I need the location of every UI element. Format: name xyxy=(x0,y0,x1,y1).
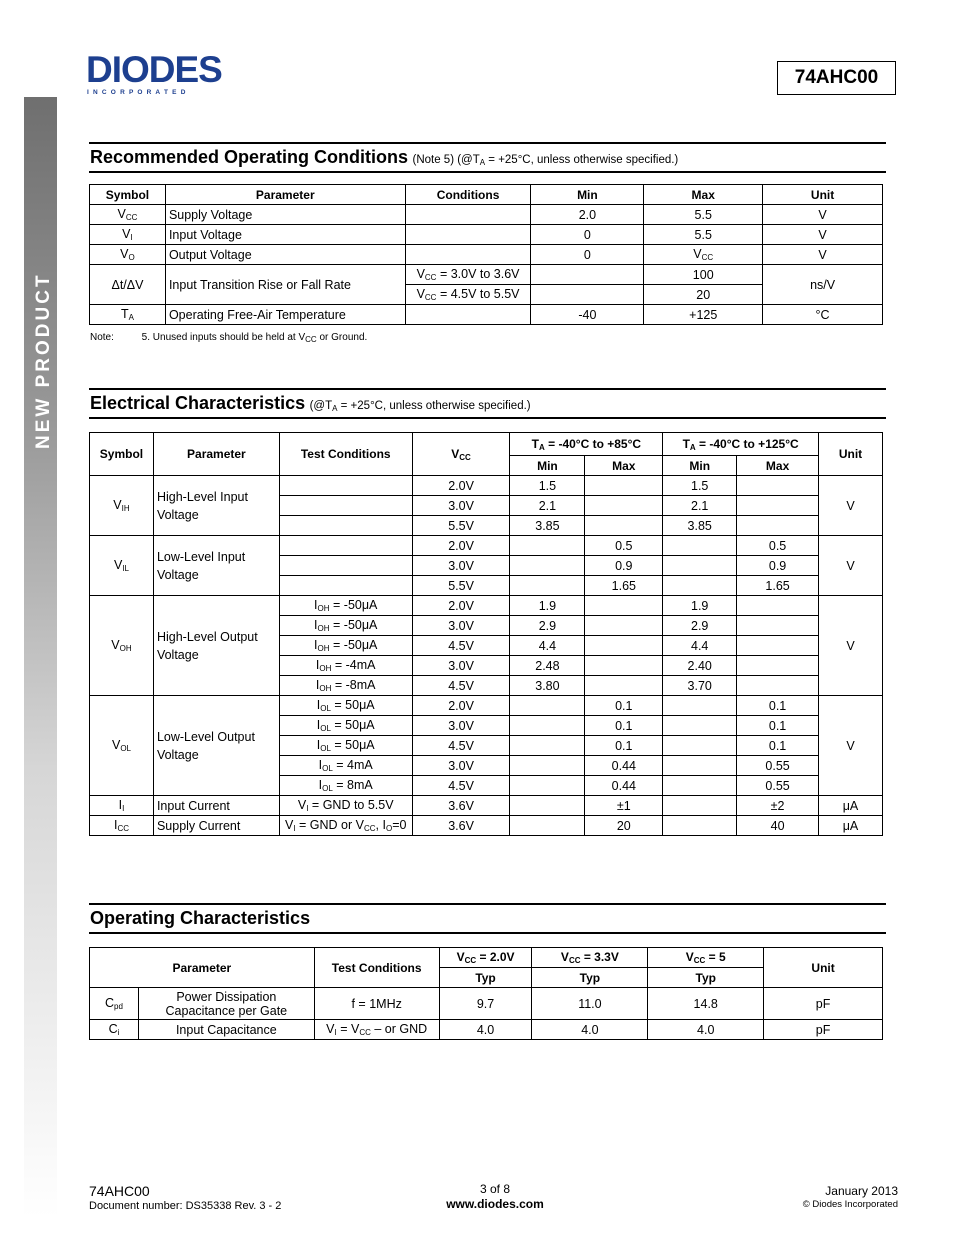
table-row: $V_O$ Output Voltage 0 $V_{CC}$ V xyxy=(90,245,883,265)
col-header: Symbol xyxy=(90,185,166,205)
oc-header-row xyxy=(90,948,883,968)
col-header: Conditions xyxy=(405,185,531,205)
table-row: 5.5V 3.85 3.85 xyxy=(90,516,883,536)
table-row: $I_{OH} = -4mA$ 3.0V 2.48 2.40 xyxy=(90,656,883,676)
roc-section-title: Recommended Operating Conditions (Note 5) ($@T_A = +25^\circ C$, unless otherwise specified.) xyxy=(89,142,886,173)
ec-section-title: Electrical Characteristics ($@T_A = +25^\circ C$, unless otherwise specified.) xyxy=(89,388,886,419)
table-row: $I_I$ Input Current $V_I$ = GND to 5.5V 3.6V ±1 ±2 μA xyxy=(90,796,883,816)
col-header: Parameter xyxy=(165,185,405,205)
table-row: $C_i$ Input Capacitance $V_I = V_{CC}$ – or GND 4.0 4.0 4.0 pF xyxy=(90,1020,883,1040)
col-header: Test Conditions xyxy=(314,948,439,988)
table-row: 3.0V 0.9 0.9 xyxy=(90,556,883,576)
footer-doc: Document number: DS35338 Rev. 3 - 2 xyxy=(89,1200,282,1212)
table-row: $I_{OL} = 4mA$ 3.0V 0.44 0.55 xyxy=(90,756,883,776)
table-row: $I_{OH} = -50\mu A$ 3.0V 2.9 2.9 xyxy=(90,616,883,636)
table-row: $V_{OL}$ Low-Level Output Voltage $I_{OL} = 50\mu A$ 2.0V 0.1 0.1 V xyxy=(90,696,883,716)
col-header: $V_{CC} = 2.0V$ xyxy=(439,948,532,968)
col-header: $V_{CC} = 5$ xyxy=(648,948,764,968)
oc-title: Operating Characteristics xyxy=(90,908,311,928)
table-row: $T_A$ Operating Free-Air Temperature -40 +125 °C xyxy=(90,305,883,325)
col-header: Typ xyxy=(532,968,648,988)
col-header: $T_A = -40^\circ C$ to +85°C xyxy=(510,433,663,456)
table-row: $I_{OH} = -50\mu A$ 4.5V 4.4 4.4 xyxy=(90,636,883,656)
footer-copyright: © Diodes Incorporated xyxy=(802,1199,898,1210)
footer-date: January 2013 xyxy=(825,1184,898,1198)
table-row: $I_{OL} = 8mA$ 4.5V 0.44 0.55 xyxy=(90,776,883,796)
oc-section-title xyxy=(89,903,886,934)
sidebar-banner xyxy=(24,97,57,1217)
roc-header-row xyxy=(90,185,883,205)
table-row: $I_{OL} = 50\mu A$ 4.5V 0.1 0.1 xyxy=(90,736,883,756)
col-header: Test Conditions xyxy=(279,433,412,476)
footer-page: 3 of 8 xyxy=(479,1182,511,1196)
part-number-box: 74AHC00 xyxy=(777,61,896,95)
table-row: $V_{IL}$ Low-Level Input Voltage 2.0V 0.5 0.5 V xyxy=(90,536,883,556)
oc-table xyxy=(89,947,883,1040)
sidebar-text: NEW PRODUCT xyxy=(33,272,54,449)
col-header: Parameter xyxy=(90,948,315,988)
col-header: Unit xyxy=(763,185,883,205)
col-header: $V_{CC} = 3.3V$ xyxy=(532,948,648,968)
table-row: $I_{CC}$ Supply Current $V_I$ = GND or $V_{CC}$, $I_O=0$ 3.6V 20 40 μA xyxy=(90,816,883,836)
table-row: $I_{OL} = 50\mu A$ 3.0V 0.1 0.1 xyxy=(90,716,883,736)
col-header: Unit xyxy=(764,948,883,988)
table-row: $I_{OH} = -8mA$ 4.5V 3.80 3.70 xyxy=(90,676,883,696)
table-row: Δt/ΔV Input Transition Rise or Fall Rate $V_{CC} = 3.0V$ to 3.6V 100 ns/V xyxy=(90,265,883,285)
table-row: $V_{CC}$ Supply Voltage 2.0 5.5 V xyxy=(90,205,883,225)
roc-table xyxy=(89,184,883,325)
ec-table xyxy=(89,432,883,836)
table-row: $V_{OH}$ High-Level Output Voltage $I_{OH} = -50\mu A$ 2.0V 1.9 1.9 V xyxy=(90,596,883,616)
ec-title: Electrical Characteristics xyxy=(90,393,306,413)
table-row: $C_{pd}$ Power Dissipation Capacitance per Gate f = 1MHz 9.7 11.0 14.8 pF xyxy=(90,988,883,1020)
ec-header-row xyxy=(90,433,883,456)
col-header: Min xyxy=(663,456,737,476)
table-row: 3.0V 2.1 2.1 xyxy=(90,496,883,516)
col-header: Unit xyxy=(819,433,883,476)
table-row: 5.5V 1.65 1.65 xyxy=(90,576,883,596)
col-header: Max xyxy=(585,456,663,476)
table-row: $V_I$ Input Voltage 0 5.5 V xyxy=(90,225,883,245)
col-header: Symbol xyxy=(90,433,154,476)
logo-brand: DIODES xyxy=(86,52,222,90)
diodes-logo xyxy=(86,52,258,98)
footer-part: 74AHC00 xyxy=(89,1183,150,1199)
col-header: Min xyxy=(510,456,585,476)
col-header: Max xyxy=(737,456,819,476)
logo-sub: I N C O R P O R A T E D xyxy=(87,89,187,96)
footer-web[interactable]: www.diodes.com xyxy=(446,1197,544,1211)
col-header: Typ xyxy=(648,968,764,988)
col-header: $V_{CC}$ xyxy=(412,433,510,476)
roc-note: Note: 5. Unused inputs should be held at $V_{CC}$ or Ground. xyxy=(90,332,368,344)
col-header: Max xyxy=(644,185,763,205)
table-row: $V_{CC} = 4.5V$ to 5.5V 20 xyxy=(90,285,883,305)
roc-subtitle: (Note 5) (@T xyxy=(412,154,480,166)
col-header: Typ xyxy=(439,968,532,988)
table-row: $V_{IH}$ High-Level Input Voltage 2.0V 1.5 1.5 V xyxy=(90,476,883,496)
roc-title: Recommended Operating Conditions xyxy=(90,147,409,167)
col-header: Min xyxy=(531,185,644,205)
col-header: Parameter xyxy=(153,433,279,476)
col-header: $T_A = -40^\circ C$ to +125°C xyxy=(663,433,819,456)
